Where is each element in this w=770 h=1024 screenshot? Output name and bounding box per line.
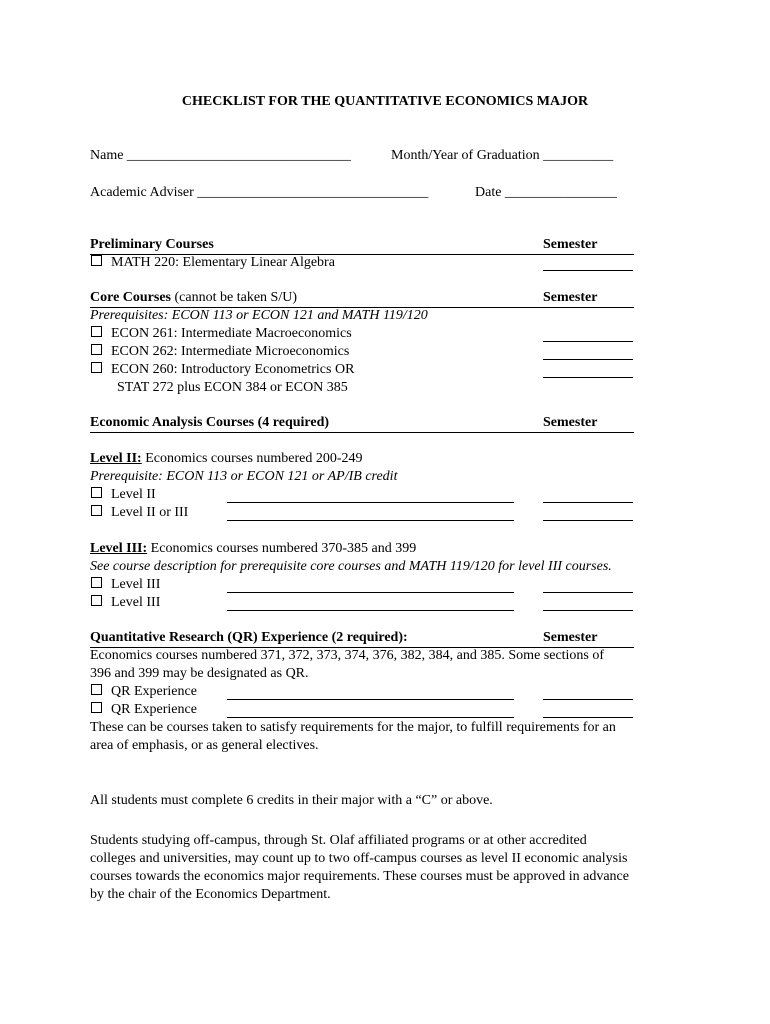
qr-desc-1: Economics courses numbered 371, 372, 373, 374, 376, 382, 384, and 385. Some sections of <box>90 648 605 663</box>
offcampus-line: courses towards the economics major requirements. These courses must be approved in advance <box>90 869 629 884</box>
checkbox[interactable] <box>91 577 102 588</box>
core-title: Core Courses <box>90 290 172 305</box>
checklist-item: ECON 261: Intermediate Macroeconomics <box>91 326 352 342</box>
qr-header <box>90 630 634 648</box>
course-blank[interactable] <box>227 519 514 521</box>
qr-note-2: area of emphasis, or as general electives. <box>90 738 319 753</box>
checklist-item: Level III <box>91 595 160 611</box>
semester-blank[interactable] <box>543 358 633 360</box>
core-continuation: STAT 272 plus ECON 384 or ECON 385 <box>117 380 348 395</box>
course-blank[interactable] <box>227 698 514 700</box>
checkbox[interactable] <box>91 326 102 337</box>
checklist-item: Level II or III <box>91 505 188 521</box>
level3-line <box>90 541 416 557</box>
semester-blank[interactable] <box>543 716 633 718</box>
offcampus-line: Students studying off-campus, through St. Olaf affiliated programs or at other accredited <box>90 833 587 848</box>
analysis-title: Economic Analysis Courses (4 required) <box>90 415 330 430</box>
checklist-item: ECON 262: Intermediate Microeconomics <box>91 344 349 360</box>
offcampus-line: colleges and universities, may count up to two off-campus courses as level II economic analysis <box>90 851 628 866</box>
checkbox[interactable] <box>91 684 102 695</box>
checkbox[interactable] <box>91 487 102 498</box>
checkbox[interactable] <box>91 505 102 516</box>
semester-label: Semester <box>543 237 598 252</box>
checklist-item: QR Experience <box>91 684 197 700</box>
date-field[interactable]: Date ________________ <box>475 185 617 200</box>
semester-blank[interactable] <box>543 591 633 593</box>
page-title: CHECKLIST FOR THE QUANTITATIVE ECONOMICS MAJOR <box>181 94 589 109</box>
checklist-item: MATH 220: Elementary Linear Algebra <box>91 255 335 271</box>
level3-label: Level III: <box>90 541 148 556</box>
course-blank[interactable] <box>227 609 514 611</box>
semester-blank[interactable] <box>543 340 633 342</box>
graduation-field[interactable]: Month/Year of Graduation __________ <box>391 148 614 163</box>
credits-note: All students must complete 6 credits in their major with a “C” or above. <box>90 793 493 808</box>
checklist-item: QR Experience <box>91 702 197 718</box>
qr-title: Quantitative Research (QR) Experience (2 required): <box>90 630 408 645</box>
analysis-header <box>90 415 634 433</box>
adviser-field[interactable]: Academic Adviser _________________________________ <box>90 185 429 200</box>
qr-desc-2: 396 and 399 may be designated as QR. <box>90 666 309 681</box>
checkbox[interactable] <box>91 344 102 355</box>
preliminary-header <box>90 237 634 255</box>
checkbox[interactable] <box>91 362 102 373</box>
offcampus-line: by the chair of the Economics Department. <box>90 887 331 902</box>
semester-blank[interactable] <box>543 519 633 521</box>
checkbox[interactable] <box>91 255 102 266</box>
semester-blank[interactable] <box>543 501 633 503</box>
semester-label: Semester <box>543 290 598 305</box>
checklist-item: Level II <box>91 487 156 503</box>
level2-desc: Economics courses numbered 200-249 <box>141 451 363 466</box>
checkbox[interactable] <box>91 595 102 606</box>
semester-blank[interactable] <box>543 269 633 271</box>
course-blank[interactable] <box>227 591 514 593</box>
semester-blank[interactable] <box>543 698 633 700</box>
core-header <box>90 290 634 308</box>
level3-desc: Economics courses numbered 370-385 and 399 <box>147 541 417 556</box>
level2-prereq: Prerequisite: ECON 113 or ECON 121 or AP/IB credit <box>90 469 398 484</box>
semester-blank[interactable] <box>543 376 633 378</box>
semester-blank[interactable] <box>543 609 633 611</box>
level2-label: Level II: <box>90 451 142 466</box>
core-prereq: Prerequisites: ECON 113 or ECON 121 and MATH 119/120 <box>90 308 428 323</box>
name-field[interactable]: Name ________________________________ <box>90 148 351 163</box>
level2-line <box>90 451 363 467</box>
course-blank[interactable] <box>227 716 514 718</box>
qr-note-1: These can be courses taken to satisfy requirements for the major, to fulfill requirements for an <box>90 720 616 735</box>
level3-note: See course description for prerequisite core courses and MATH 119/120 for level III courses. <box>90 559 612 574</box>
preliminary-title: Preliminary Courses <box>90 237 214 252</box>
checklist-item: Level III <box>91 577 160 593</box>
course-blank[interactable] <box>227 501 514 503</box>
checklist-item: ECON 260: Introductory Econometrics OR <box>91 362 354 378</box>
core-note: (cannot be taken S/U) <box>171 290 297 305</box>
semester-label: Semester <box>543 630 598 645</box>
checkbox[interactable] <box>91 702 102 713</box>
semester-label: Semester <box>543 415 598 430</box>
